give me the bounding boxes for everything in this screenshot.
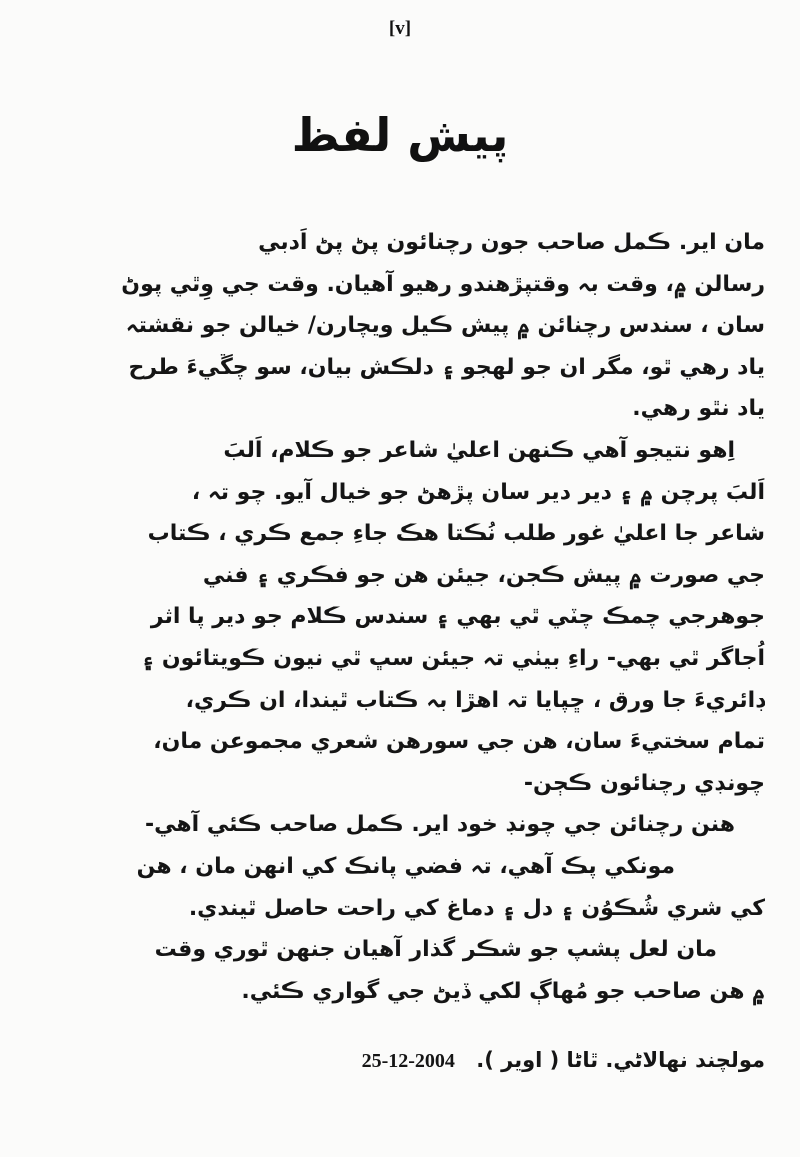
author-signature: مولچند نهالاڻي. ٿاڻا ( اوير ). xyxy=(476,1048,765,1072)
signature-date: 25-12-2004 xyxy=(361,1050,455,1072)
text-line: جي صورت ۾ پيش ڪجن، جيئن هن جو فڪري ۽ فني xyxy=(202,562,765,588)
text-line: ياد نٿو رهي. xyxy=(632,396,765,422)
page-number: [v] xyxy=(388,18,412,39)
text-line: جوهرجي چمڪ چٽي ٿي بهي ۽ سندس ڪلام جو دير پا اثر xyxy=(150,604,765,630)
text-line: ڊائريءَ جا ورق ، ڇپايا تہ اهڙا بہ ڪتاب ٿيندا، ان ڪري، xyxy=(185,687,765,713)
text-line: تمام سختيءَ سان، هن جي سورهن شعري مجموعن مان، xyxy=(153,729,765,755)
signature-line xyxy=(40,1048,765,1073)
text-line: اَلبَ پرچن ۾ ۽ دير دير سان پڙهڻ جو خيال آيو. چو تہ ، xyxy=(191,479,765,505)
text-line: کي شري شُڪوُن ۽ دل ۽ دماغ کي راحت حاصل ٿيندي. xyxy=(188,895,765,921)
text-line: هنن رچنائن جي چونڊ خود اير. ڪمل صاحب ڪئي آهي- xyxy=(144,812,735,838)
text-line: اِهو نتيجو آهي ڪنهن اعليٰ شاعر جو ڪلام، اَلبَ xyxy=(223,437,735,463)
text-line: مان اير. ڪمل صاحب جون رچنائون پڻ پڻ اَدبي xyxy=(258,230,765,255)
text-line: چونڊي رچنائون ڪڄن- xyxy=(523,770,765,796)
text-line: رسالن ۾، وقت بہ وقتپڙهندو رهيو آهيان. وقت جي وِٿي پوڻ xyxy=(121,271,765,297)
text-line: ياد رهي ٿو، مگر ان جو لهجو ۽ دلڪش بيان، سو چڱيءَ طرح xyxy=(128,354,765,380)
page-title: پيش لفظ xyxy=(291,108,509,162)
text-line: مونکي پڪ آهي، تہ فضي پانڪ کي انهن مان ، هن xyxy=(136,853,675,879)
text-line: اُجاگر ٿي بهي- راءِ بيٺي تہ جيئن سڀ ٿي نيون ڪويتائون ۽ xyxy=(141,645,765,671)
text-line: ۾ هن صاحب جو مُهاڳ لکي ڏيڻ جي گواري ڪئي. xyxy=(241,978,765,1004)
text-line: مان لعل پشپ جو شڪر گذار آهيان جنهن ٿوري وقت xyxy=(154,937,717,963)
text-line: شاعر جا اعليٰ غور طلب نُڪتا هڪ جاءِ جمع ڪري ، ڪتاب xyxy=(147,521,765,547)
preface-body xyxy=(40,222,765,1012)
text-line: سان ، سندس رچنائن ۾ پيش ڪيل ويچارن/ خيالن جو نقشتہ xyxy=(125,313,765,339)
